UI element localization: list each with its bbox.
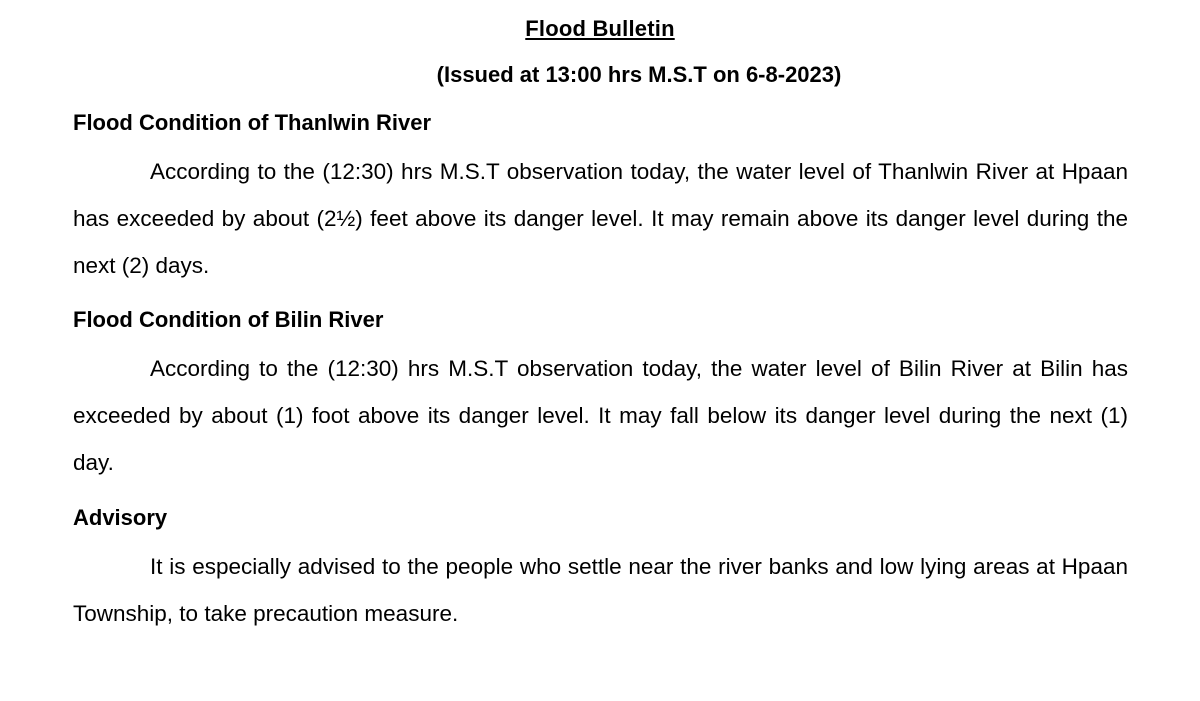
section-heading-thanlwin: Flood Condition of Thanlwin River bbox=[73, 110, 432, 135]
section-heading-bilin: Flood Condition of Bilin River bbox=[73, 307, 384, 332]
section-body-bilin: According to the (12:30) hrs M.S.T observation today, the water level of Bilin River at Bilin has exceeded by about (1) foot above its danger level. It may fall below its danger level during the next (1) day. bbox=[73, 356, 1128, 475]
section-body-thanlwin: According to the (12:30) hrs M.S.T observation today, the water level of Thanlwin River at Hpaan has exceeded by about (2½) feet above its danger level. It may remain above its danger level during the next (2) days. bbox=[73, 159, 1128, 278]
section-heading-advisory: Advisory bbox=[73, 505, 168, 530]
issued-timestamp: (Issued at 13:00 hrs M.S.T on 6-8-2023) bbox=[436, 62, 842, 87]
bulletin-title: Flood Bulletin bbox=[525, 16, 675, 41]
section-body-advisory: It is especially advised to the people who settle near the river banks and low lying areas at Hpaan Township, to take precaution measure. bbox=[73, 554, 1128, 626]
